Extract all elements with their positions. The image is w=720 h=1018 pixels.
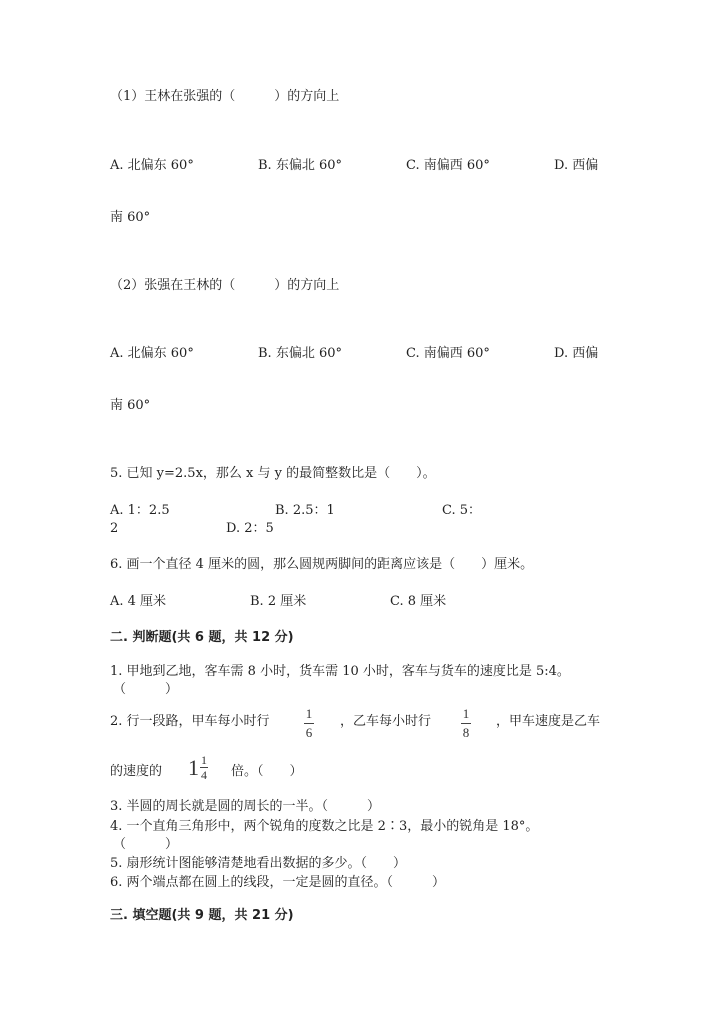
mixed-number-one-and-quarter (188, 754, 208, 781)
sub2-option-c: C. 南偏西 60° (406, 346, 490, 361)
judge-2-text-d: 的速度的 (110, 764, 163, 779)
fraction-bar (304, 723, 314, 724)
judge-6-text: 6. 两个端点都在圆上的线段，一定是圆的直径。（ ） (110, 875, 446, 890)
fraction-bar (461, 723, 471, 724)
question-6-stem: 6. 画一个直径 4 厘米的圆，那么圆规两脚间的距离应该是（ ）厘米。 (110, 557, 534, 572)
sub1-option-d-wrap: 南 60° (110, 210, 151, 225)
sub1-option-d: D. 西偏 (554, 158, 599, 173)
sub1-option-b: B. 东偏北 60° (258, 158, 342, 173)
sub2-option-b: B. 东偏北 60° (258, 346, 342, 361)
judge-1-text: 1. 甲地到乙地，客车需 8 小时，货车需 10 小时，客车与货车的速度比是 5:4。 (110, 664, 570, 679)
sub-question-2-stem: （2）张强在王林的（ ）的方向上 (110, 278, 340, 293)
mixed-whole: 1 (188, 754, 199, 780)
judge-2-text-a: 2. 行一段路，甲车每小时行 (110, 714, 270, 729)
fraction-numerator: 1 (201, 753, 207, 767)
sub-question-1-stem: （1）王林在张强的（ ）的方向上 (110, 89, 340, 104)
sub2-option-d: D. 西偏 (554, 346, 599, 361)
judge-4-text: 4. 一个直角三角形中，两个锐角的度数之比是 2∶3，最小的锐角是 18°。 (110, 819, 539, 834)
q5-option-c-wrap: 2 (110, 521, 119, 536)
question-5-stem: 5. 已知 y=2.5x，那么 x 与 y 的最简整数比是（ ）。 (110, 466, 436, 481)
fraction-denominator: 8 (462, 725, 470, 740)
judge-3-text: 3. 半圆的周长就是圆的周长的一半。（ ） (110, 799, 381, 814)
judge-4-answer-paren: （ ） (113, 837, 179, 852)
q6-option-b: B. 2 厘米 (250, 594, 307, 609)
fraction-numerator: 1 (462, 706, 470, 721)
q6-option-a: A. 4 厘米 (110, 594, 167, 609)
fraction-numerator: 1 (305, 706, 313, 721)
judge-2-text-e: 倍。（ ） (231, 764, 303, 779)
judge-2-text-b: ，乙车每小时行 (340, 714, 432, 729)
sub1-option-a: A. 北偏东 60° (110, 158, 194, 173)
section-2-title: 二. 判断题(共 6 题，共 12 分) (110, 630, 294, 645)
sub1-option-c: C. 南偏西 60° (406, 158, 490, 173)
sub2-option-a: A. 北偏东 60° (110, 346, 194, 361)
q5-option-b: B. 2.5：1 (275, 503, 335, 518)
fraction-denominator: 4 (201, 768, 207, 782)
q5-option-a: A. 1：2.5 (110, 503, 170, 518)
q5-option-d: D. 2：5 (226, 521, 274, 536)
section-3-title: 三. 填空题(共 9 题，共 21 分) (110, 908, 294, 923)
fraction-one-eighth (461, 707, 471, 740)
mixed-fraction (200, 754, 208, 781)
q6-option-c: C. 8 厘米 (390, 594, 447, 609)
sub2-option-d-wrap: 南 60° (110, 398, 151, 413)
judge-2-text-c: ，甲车速度是乙车 (496, 714, 601, 729)
judge-5-text: 5. 扇形统计图能够清楚地看出数据的多少。（ ） (110, 856, 407, 871)
fraction-denominator: 6 (305, 725, 313, 740)
q5-option-c: C. 5： (442, 503, 482, 518)
fraction-one-sixth (304, 707, 314, 740)
judge-1-answer-paren: （ ） (113, 682, 179, 697)
